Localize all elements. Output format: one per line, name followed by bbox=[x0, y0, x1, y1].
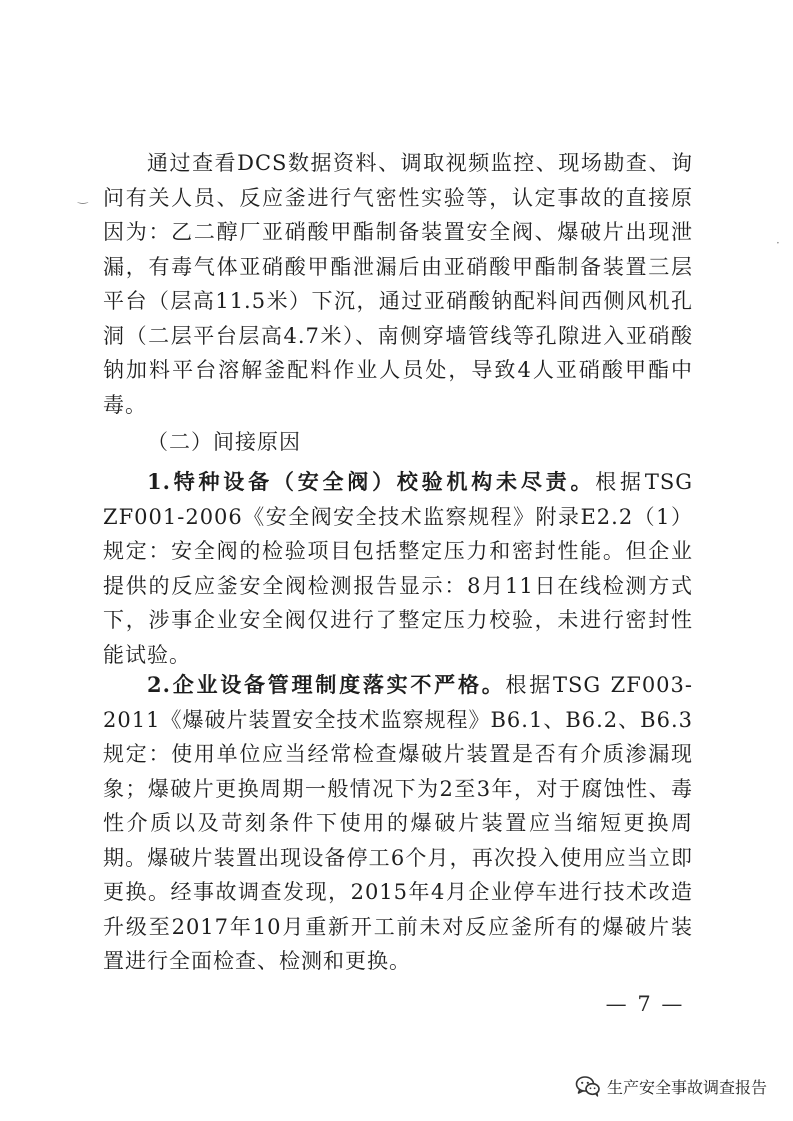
footer-brand bbox=[575, 1073, 767, 1099]
item-1-title: 1.特种设备（安全阀）校验机构未尽责。 bbox=[147, 469, 596, 494]
scan-mark: ‿ bbox=[78, 190, 88, 204]
footer-brand-text: 生产安全事故调查报告 bbox=[606, 1077, 767, 1097]
paragraph-item-1 bbox=[103, 465, 693, 672]
item-1-body: 根据TSG ZF001-2006《安全阀安全技术监察规程》附录E2.2（1）规定：安全阀的检验项目包括整定压力和密封性能。但企业提供的反应釜安全阀检测报告显示：8月11日在线检测方式下，涉事企业安全阀仅进行了整定压力校验，未进行密封性能试验。 bbox=[103, 470, 694, 667]
page-number: — 7 — bbox=[605, 992, 685, 1016]
wechat-icon bbox=[575, 1074, 601, 1098]
paragraph-item-2 bbox=[103, 668, 693, 979]
item-2-title: 2.企业设备管理制度落实不严格。 bbox=[147, 672, 506, 697]
paragraph-direct-cause: 通过查看DCS数据资料、调取视频监控、现场勘查、询问有关人员、反应釜进行气密性实验等，认定事故的直接原因为：乙二醇厂亚硝酸甲酯制备装置安全阀、爆破片出现泄漏，有毒气体亚硝酸甲酯泄漏后由亚硝酸甲酯制备装置三层平台（层高11.5米）下沉，通过亚硝酸钠配料间西侧风机孔洞（二层平台层高4.7米）、南侧穿墙管线等孔隙进入亚硝酸钠加料平台溶解釜配料作业人员处，导致4人亚硝酸甲酯中毒。 bbox=[103, 151, 693, 417]
item-2-body: 根据TSG ZF003-2011《爆破片装置安全技术监察规程》B6.1、B6.2、B6.3规定：使用单位应当经常检查爆破片装置是否有介质渗漏现象；爆破片更换周期一般情况下为2至3年，对于腐蚀性、毒性介质以及苛刻条件下使用的爆破片装置应当缩短更换周期。爆破片装置出现设备停工6个月，再次投入使用应当立即更换。经事故调查发现，2015年4月企业停车进行技术改造升级至2017年10月重新开工前未对反应釜所有的爆破片装置进行全面检查、检测和更换。 bbox=[103, 673, 693, 973]
section-heading-indirect-cause: （二）间接原因 bbox=[147, 430, 301, 454]
scan-mark: · bbox=[776, 236, 780, 250]
